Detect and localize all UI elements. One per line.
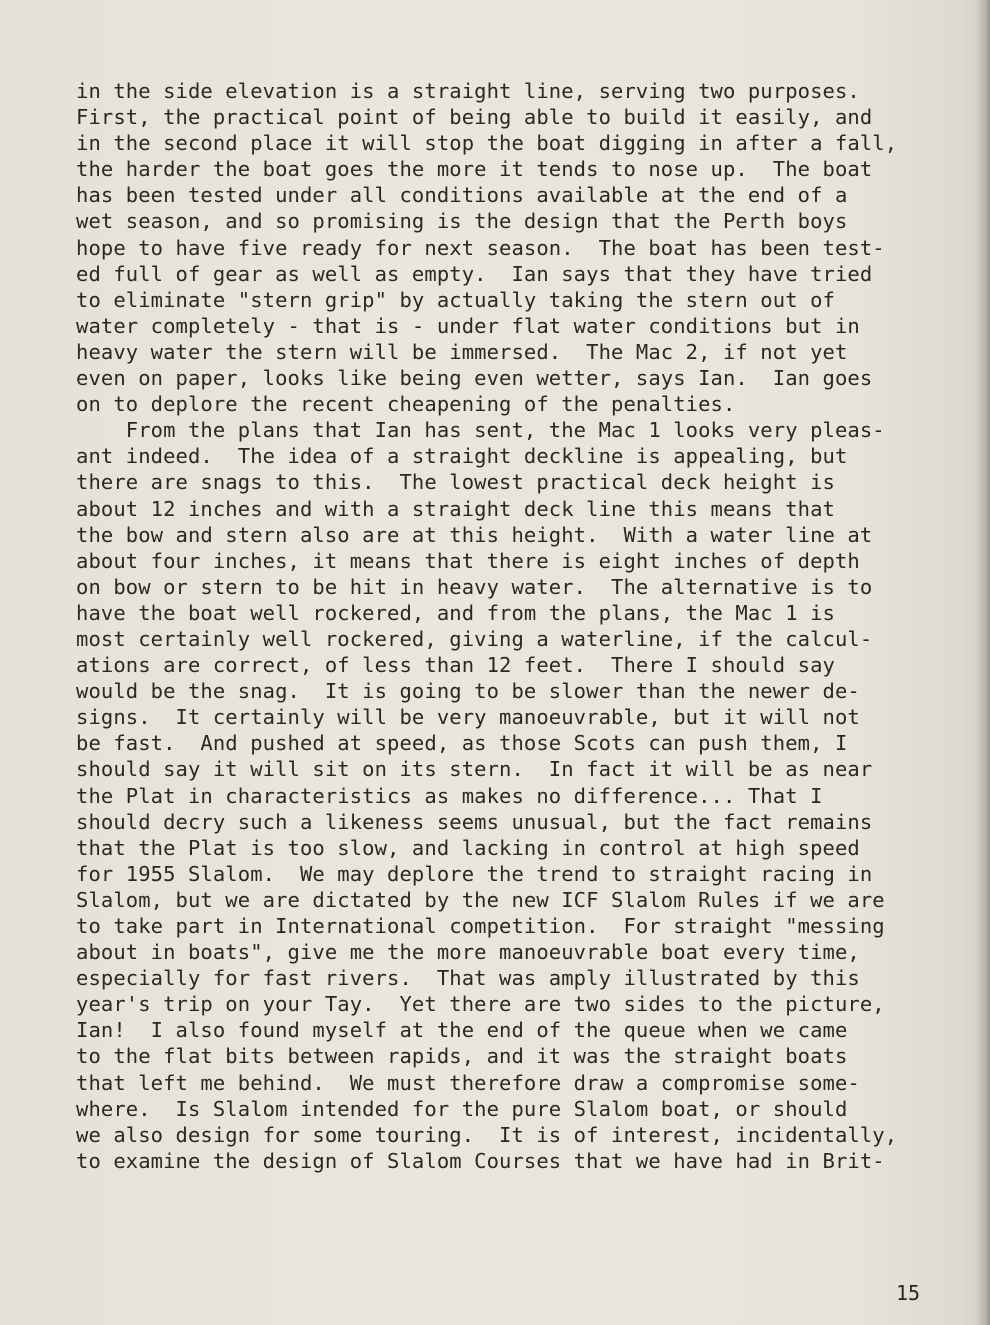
- text-line: be fast. And pushed at speed, as those Scots can push them, I: [76, 731, 848, 756]
- text-line: there are snags to this. The lowest practical deck height is: [76, 470, 835, 495]
- text-line: to take part in International competition. For straight "messing: [76, 914, 885, 938]
- text-line: wet season, and so promising is the design that the Perth boys: [76, 209, 848, 234]
- text-line: ations are correct, of less than 12 feet. There I should say: [76, 653, 835, 678]
- text-line: where. Is Slalom intended for the pure Slalom boat, or should: [76, 1096, 848, 1121]
- text-line: the harder the boat goes the more it tends to nose up. The boat: [76, 157, 873, 182]
- text-line: has been tested under all conditions available at the end of a: [76, 183, 848, 208]
- text-line: about in boats", give me the more manoeuvrable boat every time,: [76, 940, 860, 965]
- text-line: First, the practical point of being able to build it easily, and: [76, 105, 873, 130]
- page-number: 15: [896, 1281, 921, 1305]
- text-line: signs. It certainly will be very manoeuvrable, but it will not: [76, 705, 860, 730]
- text-line: hope to have five ready for next season. The boat has been test-: [76, 235, 885, 260]
- text-line: about four inches, it means that there is eight inches of depth: [76, 548, 860, 573]
- text-line: ant indeed. The idea of a straight deckline is appealing, but: [76, 444, 848, 469]
- text-line: for 1955 Slalom. We may deplore the trend to straight racing in: [76, 861, 873, 886]
- text-line: we also design for some touring. It is of interest, incidentally,: [76, 1122, 898, 1147]
- text-line: on to deplore the recent cheapening of the penalties.: [76, 392, 736, 417]
- text-line: even on paper, looks like being even wetter, says Ian. Ian goes: [76, 366, 873, 391]
- text-line: in the second place it will stop the boat digging in after a fall,: [76, 131, 898, 156]
- text-line: in the side elevation is a straight line, serving two purposes.: [76, 79, 860, 103]
- text-line: water completely - that is - under flat water conditions but in: [76, 313, 860, 338]
- text-line: Slalom, but we are dictated by the new ICF Slalom Rules if we are: [76, 887, 885, 912]
- text-line: about 12 inches and with a straight deck line this means that: [76, 496, 835, 521]
- text-line: ed full of gear as well as empty. Ian says that they have tried: [76, 261, 873, 286]
- text-line: should say it will sit on its stern. In fact it will be as near: [76, 757, 873, 782]
- text-line: on bow or stern to be hit in heavy water. The alternative is to: [76, 574, 873, 599]
- text-line: should decry such a likeness seems unusual, but the fact remains: [76, 809, 873, 834]
- text-line: to eliminate "stern grip" by actually taking the stern out of: [76, 287, 835, 312]
- text-line: the bow and stern also are at this height. With a water line at: [76, 522, 873, 547]
- text-line: the Plat in characteristics as makes no difference... That I: [76, 783, 823, 808]
- text-line: Ian! I also found myself at the end of the queue when we came: [76, 1018, 848, 1043]
- text-line: that left me behind. We must therefore draw a compromise some-: [76, 1070, 860, 1095]
- text-line: to examine the design of Slalom Courses that we have had in Brit-: [76, 1148, 885, 1173]
- text-line: From the plans that Ian has sent, the Mac 1 looks very pleas-: [76, 418, 885, 443]
- text-line: that the Plat is too slow, and lacking in control at high speed: [76, 835, 860, 860]
- text-line: heavy water the stern will be immersed. The Mac 2, if not yet: [76, 339, 848, 364]
- text-line: to the flat bits between rapids, and it was the straight boats: [76, 1044, 848, 1069]
- text-line: have the boat well rockered, and from the plans, the Mac 1 is: [76, 600, 835, 625]
- page-edge-shadow: [976, 0, 990, 1325]
- text-line: especially for fast rivers. That was amply illustrated by this: [76, 966, 860, 991]
- text-line: year's trip on your Tay. Yet there are two sides to the picture,: [76, 992, 885, 1017]
- body-text: [76, 78, 956, 1174]
- text-line: most certainly well rockered, giving a waterline, if the calcul-: [76, 626, 873, 651]
- text-line: would be the snag. It is going to be slower than the newer de-: [76, 679, 860, 704]
